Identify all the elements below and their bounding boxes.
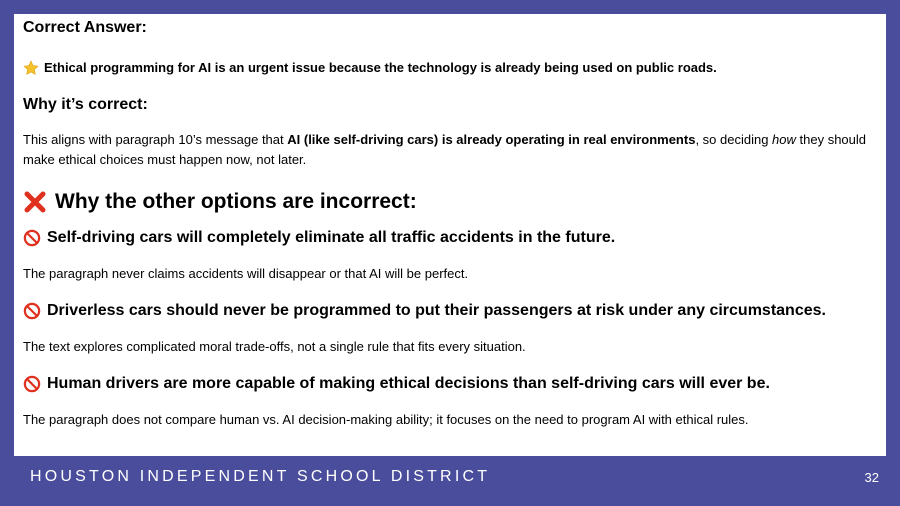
option-2-label: Driverless cars should never be programmed to put their passengers at risk under any circumstances.	[47, 302, 826, 319]
explanation-text-2: , so deciding	[695, 132, 773, 147]
option-3-reason: The paragraph does not compare human vs. AI decision-making ability; it focuses on the need to program AI with ethical rules.	[23, 412, 749, 427]
option-2-reason: The text explores complicated moral trade-offs, not a single rule that fits every situation.	[23, 339, 526, 354]
explanation-text-1: This aligns with paragraph 10’s message that	[23, 132, 288, 147]
explanation-text-3: they should make ethical choices must happen now, not later.	[23, 132, 867, 167]
incorrect-heading-text: Why the other options are incorrect:	[55, 190, 417, 213]
why-correct-heading: Why it’s correct:	[23, 96, 148, 113]
page-number: 32	[864, 470, 879, 485]
star-icon	[23, 60, 39, 76]
option-3-label: Human drivers are more capable of making ethical decisions than self-driving cars will ever be.	[47, 375, 770, 392]
prohibited-icon	[23, 302, 41, 320]
option-1-reason: The paragraph never claims accidents will disappear or that AI will be perfect.	[23, 266, 469, 281]
incorrect-option-2	[23, 301, 877, 321]
cross-mark-icon	[23, 190, 47, 214]
correct-answer-text: Ethical programming for AI is an urgent issue because the technology is already being used on public roads.	[44, 60, 717, 75]
prohibited-icon	[23, 229, 41, 247]
correct-answer-line	[23, 60, 877, 76]
incorrect-options-heading	[23, 189, 877, 215]
explanation-italic: how	[772, 132, 796, 147]
incorrect-option-3	[23, 374, 877, 394]
slide-content-panel	[14, 14, 886, 456]
explanation-emphasis: AI (like self-driving cars) is already operating in real environments	[287, 132, 696, 147]
option-1-label: Self-driving cars will completely eliminate all traffic accidents in the future.	[47, 229, 616, 246]
correct-answer-heading: Correct Answer:	[23, 19, 147, 36]
footer-district-name: HOUSTON INDEPENDENT SCHOOL DISTRICT	[30, 468, 491, 485]
incorrect-option-1	[23, 228, 877, 248]
why-correct-explanation	[23, 130, 877, 170]
prohibited-icon	[23, 375, 41, 393]
